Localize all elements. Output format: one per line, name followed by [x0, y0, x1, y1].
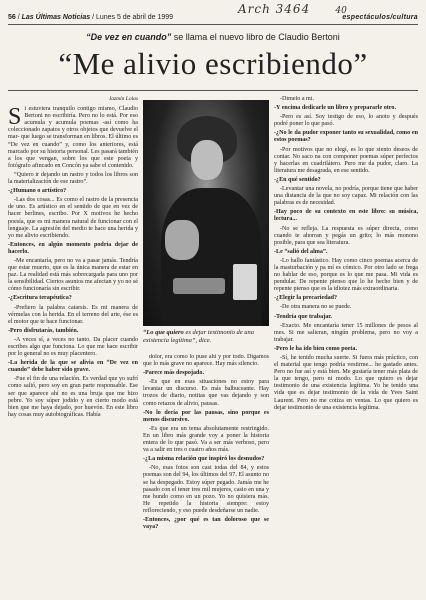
article-column-1 [8, 96, 138, 592]
interview-question: -¿No le da pudor exponer tanto su sexualidad, como en estos poemas? [274, 130, 418, 144]
archive-reference: Arch 3464 [238, 2, 311, 16]
article-paragraph: -Las dos cosas... Es como el rastro de la presencia de uno. Es artístico en el sentido de que en vez de hacer berlines, escribo. Por X motivos he hecho poesía, que es mi manera natural de funcionar con el lenguaje. La agresión del medio te hace una herida y yo me alivio escribiendo. [8, 197, 138, 239]
article-paragraph: -Prefiero la palabra catarsis. Es mi manera de vérmelas con la herida. En el terreno del arte, ése es el motor que te hace funcionar. [8, 304, 138, 325]
headline-rule [8, 90, 418, 91]
article-paragraph: “Quiero ir dejando un rastro y todos los libros son la materialización de ese rastro”. [8, 171, 138, 186]
article-paragraph: -No se refleja. La respuesta es súper directa, como cuando te ahorran y pegás un grito; lo más monono posible, para que sea literatura. [274, 225, 418, 246]
page-header [8, 14, 418, 21]
drop-cap: S [8, 104, 22, 131]
article-paragraph: Si estuviera tranquilo contigo mismo, Claudio Bertoni no escribiría. Pero no lo está. Por eso acumula y acumula poemas -así como ha coleccionado zapatos y otros objetos que devuelve el mar- que luego se transforman en libros. El último es “De vez en cuando” y, como los anteriores, está marcado por su historia personal. Les pasará también a los que vengan, sobre los que este poeta y fotógrafo afincado en Concón ya sabe el contenido. [8, 104, 138, 169]
byline: Jazmín Lolas [108, 96, 138, 102]
issue-date: Lunes 5 de abril de 1999 [95, 14, 174, 21]
interview-question: -¿Elegir la precariedad? [274, 295, 338, 302]
article-paragraph: -No, esas fotos son casi todas del 84, y estos poemas son del 94, los últimos del 97. El asunto no se ha despegado. Estoy súper pegado. Jamás me he pasado con el tener tres mil mujeres, casio en una y me hundo como en un pozo. Yo no quisiera más. He repetido la historia siempre: estoy refloreciendo, y eso puede desdeñarse un nadie. [143, 465, 269, 514]
author-photo [143, 100, 269, 326]
interview-question: -Entonces, ¿por qué es tan doloroso que se vaya? [143, 516, 269, 531]
interview-question: -¿La misma relación que inspiró los desnudos? [143, 456, 265, 463]
article-paragraph: -Sí, he tenido mucha suerte. Si fuera más práctico, con el material que tengo podría vestirme... he gastado antes. Pero no fue así y está bien. Me gustaría tener más plata de la que tengo, pero ni modo. Lo que quiero es dejar testimonio de una existencia legítima. Yo he tenido una vida que es dejar testimonio de la vida de Yves Saint Laurent. Pero no me cotiza en ventas. Lo que quiero es dejar testimonio de una existencia legítima. [274, 355, 418, 411]
interview-question: -La herida de la que se alivia en “De vez en cuando” debe haber sido grave. [8, 360, 138, 374]
caption-quote: “Lo que quiero [143, 329, 184, 336]
header-rule [8, 24, 418, 25]
article-column-3 [274, 96, 418, 592]
interview-question: -Y encima dedicarle un libro y prepararle otro. [274, 105, 396, 112]
archive-number: 40 [335, 6, 347, 16]
caption-text: es dejar testimonio de una existencia legítima”, dice. [143, 329, 255, 344]
article-column-2 [143, 354, 269, 592]
interview-question: -Hay poco de su contexto en este libro: su música, lectura... [274, 209, 418, 223]
interview-question: -¿Humano o artístico? [8, 188, 67, 195]
interview-question: -¿Escritura terapéutica? [8, 295, 72, 302]
page-number: 56 [8, 14, 16, 21]
article-paragraph: -Lo hallo fantástico. Hay como cinco poemas acerca de la masturbación y pa mí es cómico. Por otro lado se frega no hablar de eso, porque es lo que me pasa. Mi vida es pendular. De repente pienso que lo he hecho bien y de repente pienso que es la idiotez más extraordinaria. [274, 257, 418, 293]
photo-caption [143, 329, 269, 344]
interview-question: -Entonces, en algún momento podría dejar de hacerlo. [8, 241, 138, 255]
article-paragraph: -A veces sí, a veces no tanto. Da placer cuando escribes algo que funciona. Lo que me hace escribir por lo general no es muy placentero. [8, 336, 138, 358]
kicker [8, 32, 418, 42]
newspaper-name: Las Últimas Noticias [21, 14, 91, 21]
article-paragraph: -Es que era un tema absolutamente restringido. En un libro más grande voy a poner la historia entera de lo que pasó. Va a ser más verboso, pero va a salir en tres o cuatro años más. [143, 425, 269, 454]
column-1-body [8, 106, 138, 419]
interview-question: -Pero le ha ido bien como poeta. [274, 345, 357, 352]
article-paragraph: -Levantar una novela, no podría, porque tiene que haber una distancia de la que no soy capaz. Mi relación con las palabras es de necesidad. [274, 186, 418, 207]
kicker-book-title: “De vez en cuando” [86, 32, 172, 42]
kicker-text: se llama el nuevo libro de Claudio Bertoni [171, 32, 340, 42]
article-paragraph: -Por motivos que no elegí, es lo que siento deseos de contar. No saco na con componer poemas súper perfectos y hacerlas en cuadrilátero. Pero me da pudor, claro. La literatura me desagrada, en ese sentido. [274, 146, 418, 174]
article-paragraph: -Fue el fin de una relación. Es verdad que yo sufrí como salió, pero soy en gran parte responsable. Ese ser que aparece ahí no es una bruja que me hizo pebre. Yo soy súper jodido y en cierto modo está bien que me haya dejado, por huevón. En este libro hay cosas muy autobiográficas. Había [8, 376, 138, 418]
headline: “Me alivio escribiendo” [58, 46, 368, 81]
interview-question: -Pero disfrutarás, también. [8, 327, 79, 334]
article-paragraph: -Es que en esas situaciones no estoy para levantar un discurso. Es más balbuceante. Hay trozos de diario, notitas que vas dejando y son como retazos de alivio, pausas. [143, 379, 269, 407]
interview-question: -Parece más despojado. [143, 370, 204, 377]
article-paragraph: -Dímelo a mí. [280, 96, 315, 102]
header-left: 56 / Las Últimas Noticias / Lunes 5 de abril de 1999 [8, 14, 174, 21]
article-paragraph: -Me encantaría, pero no va a pasar jamás. Tendría que estar muerto, que es la única manera de estar en paz. La realidad está más sobrecargada para uno por la sensibilidad. Ciertos asuntos me afectan y yo no sé cómo funcionaría sin escribir. [8, 257, 138, 293]
article-paragraph: -Pero es así. Soy testigo de eso, lo anoto y después podré poner lo que pasó. [274, 114, 418, 128]
article-paragraph: -Exacto. Me encantaría tener 15 millones de pesos al mes. Si me salieran, ningún problema, pero no voy a trabajar. [274, 322, 418, 343]
interview-question: -No lo decía por las pausas, sino porque es menos discursivo. [143, 409, 269, 423]
article-paragraph: -De otra manera no se puede. [280, 304, 352, 311]
interview-question: -Le “salió del alma”. [274, 248, 328, 255]
article-paragraph: dolor, era como lo puse ahí y por todo. Digamos que lo más grave no aparece. Hay más silencio. [143, 354, 269, 368]
section-name: espectáculos/cultura [342, 14, 418, 21]
interview-question: -Tendría que trabajar. [274, 313, 332, 320]
interview-question: -¿En qué sentido? [274, 176, 321, 183]
